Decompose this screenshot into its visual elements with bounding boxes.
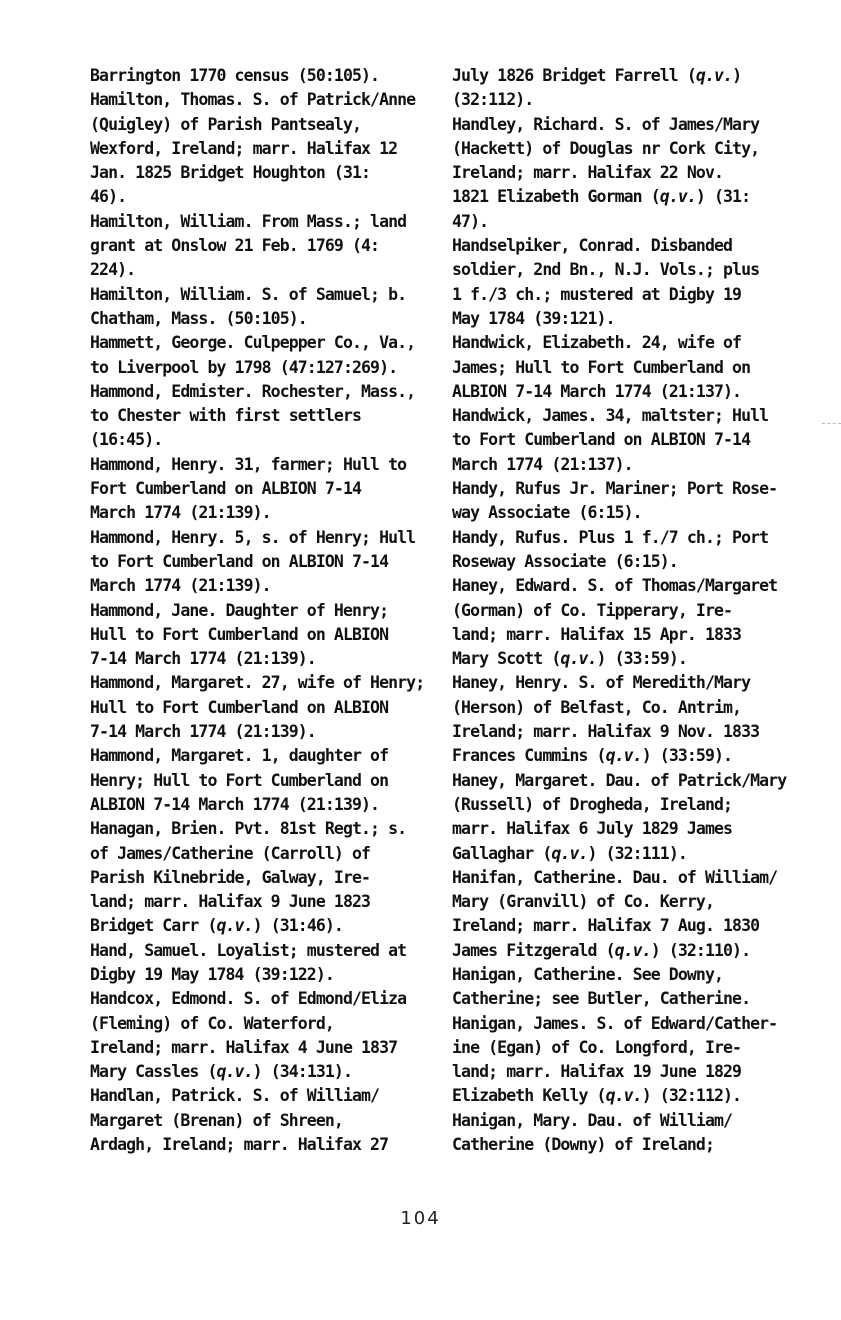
entry-line: 1 f./3 ch.; mustered at Digby 19 — [452, 284, 742, 304]
entry-line: Catherine; see Butler, Catherine. — [452, 989, 751, 1009]
entry-line: (Quigley) of Parish Pantsealy, — [90, 114, 362, 134]
entry-line: Ardagh, Ireland; marr. Halifax 27 — [90, 1135, 389, 1155]
entry-line: Jan. 1825 Bridget Houghton (31: — [90, 163, 371, 183]
entry-line: Ireland; marr. Halifax 4 June 1837 — [90, 1037, 398, 1057]
entry-line: Hammond, Edmister. Rochester, Mass., — [90, 381, 416, 401]
entry-line: Ireland; marr. Halifax 22 Nov. — [452, 163, 724, 183]
entry-line: of James/Catherine (Carroll) of — [90, 843, 371, 863]
entry-line: 7-14 March 1774 (21:139). — [90, 649, 316, 669]
entry-line: Hammond, Margaret. 1, daughter of — [90, 746, 389, 766]
entry-line: Chatham, Mass. (50:105). — [90, 308, 307, 328]
entry-line: grant at Onslow 21 Feb. 1769 (4: — [90, 236, 380, 256]
entry-line: land; marr. Halifax 19 June 1829 — [452, 1062, 742, 1082]
entry-line: ALBION 7-14 March 1774 (21:139). — [90, 794, 380, 814]
entry-line: Haney, Margaret. Dau. of Patrick/Mary — [452, 770, 787, 790]
entry-line: Handlan, Patrick. S. of William/ — [90, 1086, 380, 1106]
entry-line: Fort Cumberland on ALBION 7-14 — [90, 479, 362, 499]
entry-line: Barrington 1770 census (50:105). — [90, 66, 380, 85]
entry-line: Wexford, Ireland; marr. Halifax 12 — [90, 138, 398, 158]
entry-line: Handcox, Edmond. S. of Edmond/Eliza — [90, 989, 407, 1009]
entry-line: Catherine (Downy) of Ireland; — [452, 1135, 714, 1155]
index-entry — [90, 599, 435, 672]
entry-line: Hanigan, Mary. Dau. of William/ — [452, 1110, 733, 1130]
index-entry — [452, 1012, 797, 1109]
entry-line: Mary Scott (q.v.) (33:59). — [452, 649, 687, 669]
entry-line: Handley, Richard. S. of James/Mary — [452, 114, 760, 134]
entry-line: July 1826 Bridget Farrell (q.v.) — [452, 66, 742, 85]
entry-line: Hanigan, James. S. of Edward/Cather- — [452, 1013, 778, 1033]
index-entry — [452, 404, 797, 477]
entry-line: Hull to Fort Cumberland on ALBION — [90, 624, 389, 644]
entry-line: 224). — [90, 260, 136, 280]
entry-line: (Hackett) of Douglas nr Cork City, — [452, 138, 760, 158]
index-entry — [452, 526, 797, 575]
index-entry — [90, 671, 435, 744]
entry-line: soldier, 2nd Bn., N.J. Vols.; plus — [452, 260, 760, 280]
index-entry — [90, 64, 435, 88]
index-entry — [452, 64, 797, 113]
index-entry — [90, 88, 435, 209]
index-entry — [452, 477, 797, 526]
entry-line: Ireland; marr. Halifax 9 Nov. 1833 — [452, 722, 760, 742]
entry-line: (Russell) of Drogheda, Ireland; — [452, 794, 733, 814]
entry-line: 46). — [90, 187, 127, 207]
index-entry — [90, 1084, 435, 1157]
entry-line: Hamilton, William. From Mass.; land — [90, 211, 407, 231]
entry-line: (32:112). — [452, 90, 534, 110]
entry-line: Margaret (Brenan) of Shreen, — [90, 1110, 343, 1130]
entry-line: Frances Cummins (q.v.) (33:59). — [452, 746, 733, 766]
index-entry — [90, 987, 435, 1084]
entry-line: Mary (Granvill) of Co. Kerry, — [452, 892, 714, 912]
index-entry — [90, 283, 435, 332]
entry-line: Handy, Rufus. Plus 1 f./7 ch.; Port — [452, 527, 769, 547]
entry-line: Ireland; marr. Halifax 7 Aug. 1830 — [452, 916, 760, 936]
entry-line: Hanigan, Catherine. See Downy, — [452, 964, 724, 984]
index-entry — [452, 866, 797, 963]
entry-line: 47). — [452, 211, 489, 231]
entry-line: Hammond, Margaret. 27, wife of Henry; — [90, 673, 425, 693]
entry-line: Henry; Hull to Fort Cumberland on — [90, 770, 389, 790]
entry-line: way Associate (6:15). — [452, 503, 642, 523]
entry-line: Digby 19 May 1784 (39:122). — [90, 964, 334, 984]
entry-line: to Fort Cumberland on ALBION 7-14 — [452, 430, 751, 450]
entry-line: ine (Egan) of Co. Longford, Ire- — [452, 1037, 742, 1057]
entry-line: Hanagan, Brien. Pvt. 81st Regt.; s. — [90, 819, 407, 839]
entry-line: Haney, Henry. S. of Meredith/Mary — [452, 673, 751, 693]
entry-line: Hammett, George. Culpepper Co., Va., — [90, 333, 416, 353]
entry-line: (Gorman) of Co. Tipperary, Ire- — [452, 600, 733, 620]
entry-line: (Herson) of Belfast, Co. Antrim, — [452, 697, 742, 717]
right-column — [452, 64, 797, 1157]
entry-line: Haney, Edward. S. of Thomas/Margaret — [452, 576, 778, 596]
entry-line: ALBION 7-14 March 1774 (21:137). — [452, 381, 742, 401]
entry-line: Handwick, Elizabeth. 24, wife of — [452, 333, 742, 353]
entry-line: land; marr. Halifax 15 Apr. 1833 — [452, 624, 742, 644]
index-entry — [90, 744, 435, 817]
entry-line: Hamilton, Thomas. S. of Patrick/Anne — [90, 90, 416, 110]
entry-line: Roseway Associate (6:15). — [452, 551, 678, 571]
entry-line: Parish Kilnebride, Galway, Ire- — [90, 867, 371, 887]
index-entry — [452, 234, 797, 331]
index-entry — [90, 380, 435, 453]
index-entry — [452, 331, 797, 404]
index-entry — [452, 1109, 797, 1158]
entry-line: James Fitzgerald (q.v.) (32:110). — [452, 940, 751, 960]
entry-line: to Chester with first settlers — [90, 406, 362, 426]
entry-line: Bridget Carr (q.v.) (31:46). — [90, 916, 343, 936]
index-entry — [452, 574, 797, 671]
index-entry — [90, 210, 435, 283]
entry-line: Hammond, Jane. Daughter of Henry; — [90, 600, 389, 620]
index-entry — [90, 939, 435, 988]
entry-line: May 1784 (39:121). — [452, 308, 615, 328]
index-entry — [90, 817, 435, 938]
entry-line: Handwick, James. 34, maltster; Hull — [452, 406, 769, 426]
entry-line: Hull to Fort Cumberland on ALBION — [90, 697, 389, 717]
left-column — [90, 64, 435, 1157]
entry-line: Hand, Samuel. Loyalist; mustered at — [90, 940, 407, 960]
entry-line: Hamilton, William. S. of Samuel; b. — [90, 284, 407, 304]
entry-line: Hanifan, Catherine. Dau. of William/ — [452, 867, 778, 887]
entry-line: to Liverpool by 1798 (47:127:269). — [90, 357, 398, 377]
entry-line: 1821 Elizabeth Gorman (q.v.) (31: — [452, 187, 751, 207]
entry-line: Hammond, Henry. 31, farmer; Hull to — [90, 454, 407, 474]
index-entry — [90, 453, 435, 526]
entry-line: March 1774 (21:139). — [90, 503, 271, 523]
entry-line: 7-14 March 1774 (21:139). — [90, 722, 316, 742]
entry-line: (16:45). — [90, 430, 163, 450]
entry-line: to Fort Cumberland on ALBION 7-14 — [90, 551, 389, 571]
entry-line: Handy, Rufus Jr. Mariner; Port Rose- — [452, 479, 778, 499]
index-entry — [452, 671, 797, 768]
page-number: 104 — [400, 1208, 441, 1229]
entry-line: March 1774 (21:137). — [452, 454, 633, 474]
index-entry — [452, 963, 797, 1012]
index-entry — [90, 331, 435, 380]
entry-line: Gallaghar (q.v.) (32:111). — [452, 843, 687, 863]
entry-line: (Fleming) of Co. Waterford, — [90, 1013, 334, 1033]
index-entry — [452, 113, 797, 234]
entry-line: Handselpiker, Conrad. Disbanded — [452, 236, 733, 256]
entry-line: Mary Cassles (q.v.) (34:131). — [90, 1062, 352, 1082]
entry-line: Elizabeth Kelly (q.v.) (32:112). — [452, 1086, 742, 1106]
entry-line: James; Hull to Fort Cumberland on — [452, 357, 751, 377]
entry-line: Hammond, Henry. 5, s. of Henry; Hull — [90, 527, 416, 547]
entry-line: March 1774 (21:139). — [90, 576, 271, 596]
entry-line: marr. Halifax 6 July 1829 James — [452, 819, 733, 839]
index-entry — [90, 526, 435, 599]
margin-mark — [822, 423, 841, 424]
entry-line: land; marr. Halifax 9 June 1823 — [90, 892, 371, 912]
index-entry — [452, 769, 797, 866]
